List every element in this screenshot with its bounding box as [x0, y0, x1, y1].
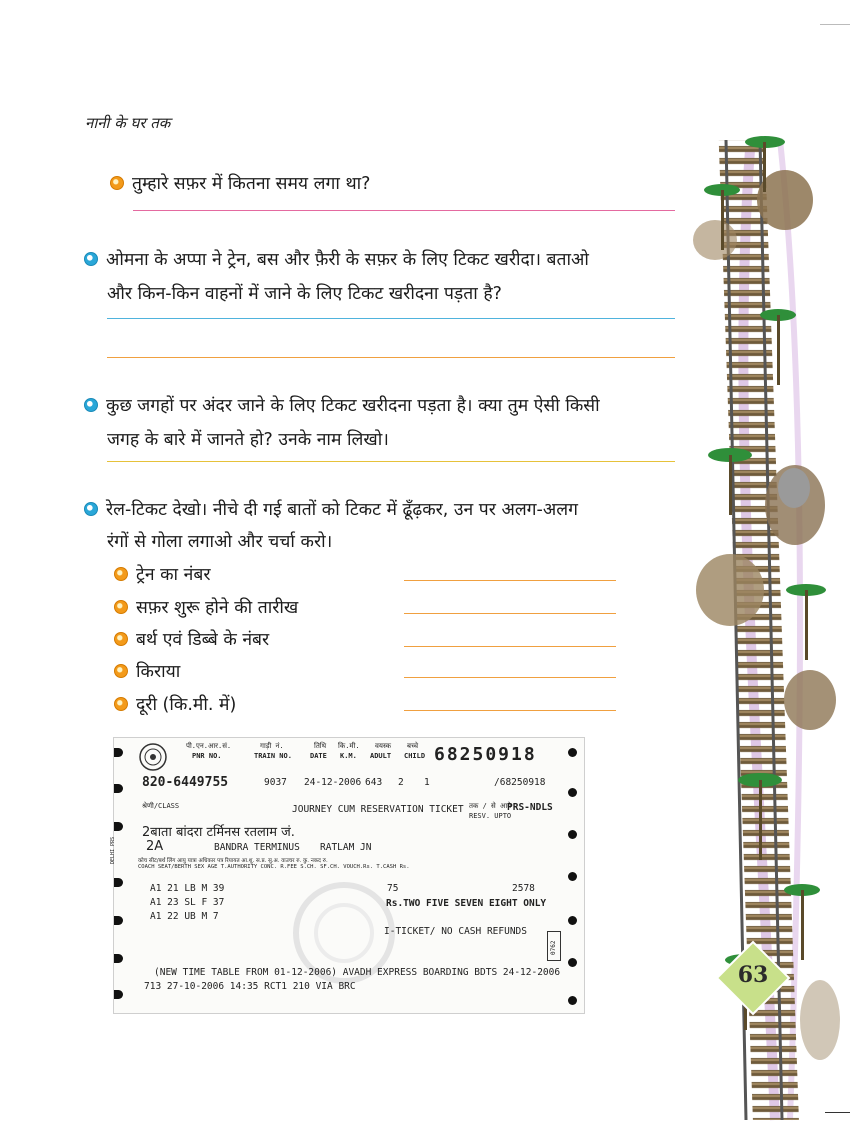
label-pnr: PNR NO. [192, 752, 222, 760]
bullet-icon [114, 664, 128, 678]
to-station: RATLAM JN [320, 842, 372, 853]
passenger-row: A1 23 SL F 37 [150, 897, 225, 908]
route-hindi: 2बाता बांदरा टर्मिनस रतलाम जं. [142, 825, 295, 840]
label-adult-hi: वयस्क [375, 742, 392, 750]
ticket-footer-2: 713 27-10-2006 14:35 RCT1 210 VIA BRC [144, 981, 356, 992]
punch-hole [568, 916, 577, 925]
answer-line-2b[interactable] [107, 357, 675, 358]
train-value: 9037 [264, 777, 287, 788]
bullet-icon [84, 252, 98, 266]
page-number: 63 [737, 962, 769, 988]
question-2-line-1: ओमना के अप्पा ने ट्रेन, बस और फ़ैरी के सफ़र के लिए टिकट खरीदा। बताओ [106, 250, 589, 270]
subitem-journey-date [114, 592, 298, 625]
chapter-title: नानी के घर तक [85, 114, 171, 132]
resv-upto: RESV. UPTO [469, 812, 512, 820]
label-child: CHILD [404, 752, 426, 760]
serial-small: /68250918 [494, 777, 546, 788]
punch-hole [114, 954, 123, 963]
label-train-hi: गाड़ी नं. [260, 742, 284, 750]
bullet-icon [114, 567, 128, 581]
question-2-line-2: और किन-किन वाहनों में जाने के लिए टिकट खरीदना पड़ता है? [107, 284, 502, 304]
child-value: 1 [424, 777, 430, 788]
ticket-type: JOURNEY CUM RESERVATION TICKET [292, 804, 464, 815]
label-date: DATE [310, 752, 327, 760]
subitem-fare [114, 656, 180, 689]
punch-hole [568, 748, 577, 757]
passenger-row: A1 21 LB M 39 [150, 883, 225, 894]
question-3 [84, 390, 600, 423]
column-headers-hi: कोच सीट/बर्थ लिंग आयु यात्रा अधिकार पत्र रियायत आ.शु. स.प्र. सु.अ. वाउचर रु. कु. नकद रु. [138, 858, 328, 864]
question-4-line-1: रेल-टिकट देखो। नीचे दी गई बातों को टिकट में ढूँढ़कर, उन पर अलग-अलग [106, 500, 578, 520]
bullet-icon [114, 697, 128, 711]
label-pnr-hi: पी.एन.आर.सं. [186, 742, 232, 750]
punch-hole [114, 916, 123, 925]
punch-hole [114, 990, 123, 999]
subitem-answer-line[interactable] [404, 580, 616, 581]
date-value: 24-12-2006 [304, 777, 362, 788]
answer-line-2a[interactable] [107, 318, 675, 319]
punch-hole [568, 830, 577, 839]
passenger-row: A1 22 UB M 7 [150, 911, 219, 922]
amount-in-words: Rs.TWO FIVE SEVEN EIGHT ONLY [386, 898, 547, 909]
question-3-line-1: कुछ जगहों पर अंदर जाने के लिए टिकट खरीदना पड़ता है। क्या तुम ऐसी किसी [106, 396, 600, 416]
question-2 [84, 244, 589, 277]
subitem-text: बर्थ एवं डिब्बे के नंबर [136, 630, 270, 650]
subitem-text: दूरी (कि.मी. में) [136, 695, 237, 715]
question-4 [84, 494, 578, 527]
bullet-icon [114, 632, 128, 646]
label-train: TRAIN NO. [254, 752, 292, 760]
subitem-answer-line[interactable] [404, 613, 616, 614]
top-rule [820, 24, 850, 25]
from-station: BANDRA TERMINUS [214, 842, 300, 853]
resv-upto-hi: तक / से आगे [469, 802, 512, 810]
reservation-fee: 75 [387, 883, 399, 894]
class-code: 2A [146, 839, 164, 854]
subitem-answer-line[interactable] [404, 710, 616, 711]
stamp-text: 0762 [550, 940, 557, 955]
ticket-note: I-TICKET/ NO CASH REFUNDS [384, 926, 527, 937]
punch-hole [568, 872, 577, 881]
punch-hole [568, 788, 577, 797]
subitem-distance [114, 689, 236, 722]
label-child-hi: बच्चे [407, 742, 419, 750]
bullet-icon [114, 600, 128, 614]
ticket-footer-1: (NEW TIME TABLE FROM 01-12-2006) AVADH EXPRESS BOARDING BDTS 24-12-2006 [154, 967, 561, 978]
subitem-train-number [114, 559, 211, 592]
subitem-text: किराया [136, 662, 181, 682]
railway-emblem-icon [138, 742, 168, 772]
column-headers: COACH SEAT/BERTH SEX AGE T.AUTHORITY CONC. R.FEE S.CH. SF.CH. VOUCH.Rs. T.CASH Rs. [138, 864, 410, 870]
punch-hole [568, 996, 577, 1005]
bullet-icon [84, 398, 98, 412]
railway-ticket [110, 737, 585, 1014]
punch-hole [114, 784, 123, 793]
bullet-icon [110, 176, 124, 190]
km-value: 643 [365, 777, 383, 788]
subitem-answer-line[interactable] [404, 646, 616, 647]
punch-hole [114, 822, 123, 831]
question-4-line-2: रंगों से गोला लगाओ और चर्चा करो। [107, 532, 333, 552]
question-3-line-2: जगह के बारे में जानते हो? उनके नाम लिखो। [107, 430, 389, 450]
ticket-serial: 68250918 [434, 744, 537, 765]
resv-code: PRS-NDLS [507, 802, 553, 813]
label-km-hi: कि.मी. [338, 742, 360, 750]
question-1-text: तुम्हारे सफ़र में कितना समय लगा था? [132, 174, 371, 194]
punch-hole [114, 748, 123, 757]
punch-hole [568, 958, 577, 967]
answer-line-1[interactable] [133, 210, 675, 211]
pnr-value: 820-6449755 [142, 775, 229, 790]
total-fare: 2578 [512, 883, 535, 894]
label-date-hi: तिथि [314, 742, 327, 750]
subitem-answer-line[interactable] [404, 677, 616, 678]
label-km: K.M. [340, 752, 357, 760]
label-adult: ADULT [370, 752, 392, 760]
punch-hole [114, 878, 123, 887]
subitem-berth-coach [114, 624, 269, 657]
adult-value: 2 [398, 777, 404, 788]
subitem-text: सफ़र शुरू होने की तारीख [136, 598, 299, 618]
subitem-text: ट्रेन का नंबर [136, 565, 211, 585]
class-label: श्रेणी/CLASS [142, 802, 180, 810]
bullet-icon [84, 502, 98, 516]
bottom-rule [825, 1112, 850, 1113]
question-1 [110, 168, 370, 201]
side-label: DELHI PRS [110, 836, 116, 864]
answer-line-3[interactable] [107, 461, 675, 462]
